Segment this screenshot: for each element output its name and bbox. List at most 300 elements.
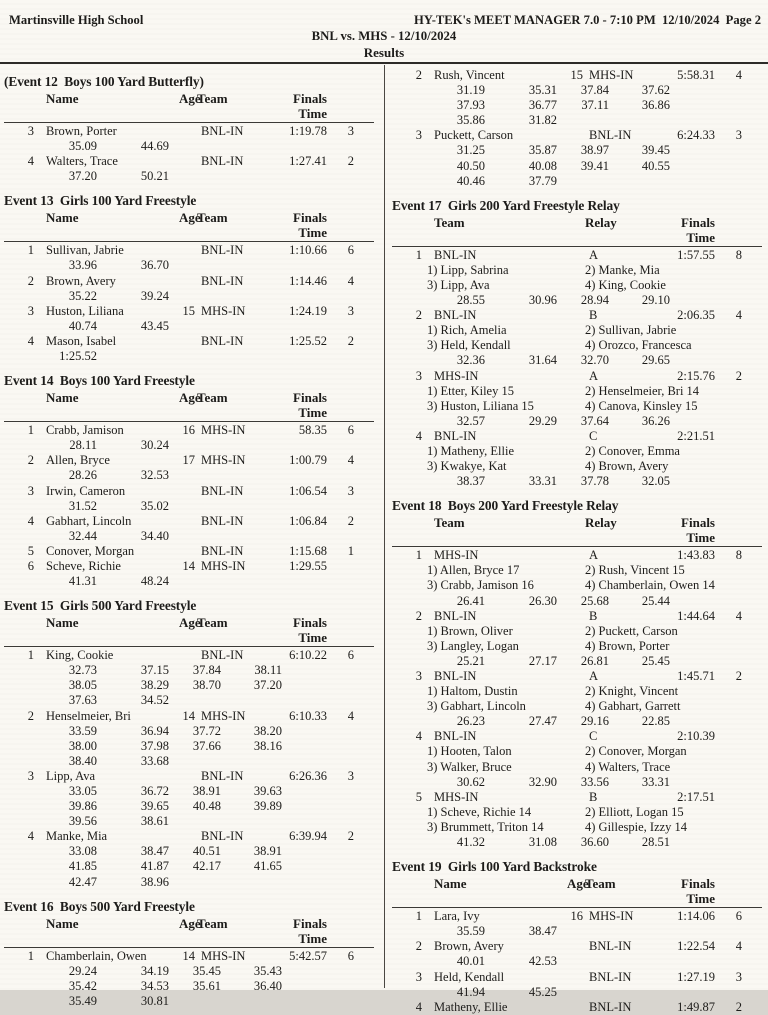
splits-row [4,499,374,514]
split-time: 39.89 [253,799,282,814]
points: 4 [735,939,742,954]
split-time: 39.45 [641,143,670,158]
place: 4 [415,999,422,1014]
split-time: 38.40 [68,753,97,768]
split-time: 36.77 [528,98,557,113]
swimmer-name: King, Cookie [46,648,114,663]
split-time [169,754,221,769]
relay-swimmer: 2) Manke, Mia [585,262,660,277]
finals-time: 1:44.64 [677,608,715,623]
points: 8 [735,247,742,262]
splits-row [4,169,374,184]
header-team: Relay [585,214,617,230]
relay-swimmer: 4) Chamberlain, Owen 14 [585,578,715,593]
split-time [169,169,221,184]
header-team: Team [197,615,228,631]
split-time: 39.56 [68,814,97,829]
split-time: 30.96 [528,293,557,308]
result-row [4,514,374,529]
split-time: 33.05 [68,784,97,798]
team: MHS-IN [201,708,246,723]
header-finals-time: Finals Time [681,876,715,907]
splits-row [392,924,762,939]
split-time: 41.87 [140,859,169,874]
points: 2 [735,669,742,683]
split-time: 38.97 [580,143,609,158]
splits-row [392,293,762,308]
finals-time: 1:45.71 [677,669,715,683]
age [179,154,195,169]
result-row [4,423,374,438]
points: 4 [735,68,742,82]
age: 14 [182,948,195,963]
place: 3 [415,969,422,984]
finals-time: 1:06.84 [289,513,327,528]
finals-time: 1:27.41 [289,154,327,169]
split-time: 41.32 [456,835,485,850]
age [567,609,583,624]
relay-team: BNL-IN [434,669,477,683]
relay-swimmers-row [392,278,762,293]
points: 6 [347,243,354,258]
split-time: 28.94 [580,293,609,308]
age [179,514,195,529]
finals-time: 58.35 [298,423,327,438]
finals-time: 2:21.51 [677,428,715,443]
column-header-row [392,515,762,547]
split-time: 37.79 [528,173,557,188]
swimmer-name: Puckett, Carson [434,128,514,143]
split-time: 37.98 [140,738,169,753]
relay-team: BNL-IN [434,247,477,262]
split-time: 44.69 [140,139,169,154]
relay-swimmer: 1) Matheny, Ellie [427,443,515,458]
place: 3 [415,128,422,143]
splits-row [392,654,762,669]
split-time: 26.30 [528,593,557,608]
split-time: 37.72 [192,723,221,738]
result-row [392,68,762,83]
place: 5 [415,789,422,804]
place: 3 [415,669,422,683]
split-time: 25.44 [641,593,670,608]
result-row [392,939,762,954]
points [715,729,742,744]
swimmer-name: Manke, Mia [46,829,108,844]
split-time: 32.36 [456,353,485,368]
split-time [609,174,670,189]
result-row [392,369,762,384]
header-finals-time: Finals Time [681,515,715,546]
header-team: Team [197,390,228,406]
event-title: Event 13 Girls 100 Yard Freestyle [4,193,197,209]
swimmer-name: Gabhart, Lincoln [46,513,132,528]
points: 4 [347,453,354,468]
points: 3 [347,483,354,498]
result-row [4,769,374,784]
split-time: 38.11 [254,663,282,678]
team: MHS-IN [201,453,246,468]
header-name: Name [434,876,467,892]
relay-swimmers-row [392,578,762,593]
splits-row [4,799,374,814]
relay-team: MHS-IN [434,548,479,563]
relay-letter: A [589,368,599,383]
points [715,790,742,805]
place: 1 [27,648,34,663]
result-row [4,559,374,574]
split-time: 36.86 [641,98,670,113]
team: BNL-IN [201,124,244,138]
split-time: 25.21 [456,653,485,668]
relay-letter: C [589,428,598,443]
relay-swimmers-row [392,699,762,714]
swimmer-name: Crabb, Jamison [46,423,124,438]
split-time: 33.68 [140,753,169,768]
split-time: 39.65 [140,799,169,814]
points: 4 [347,708,354,723]
split-time: 42.47 [68,874,97,889]
result-row [392,729,762,744]
event-section [4,898,374,1009]
split-time: 35.31 [528,83,557,98]
place: 3 [415,368,422,383]
points: 6 [347,648,354,663]
split-time: 50.21 [140,169,169,184]
relay-swimmers-row [392,744,762,759]
result-row [4,544,374,559]
split-time: 40.74 [68,318,97,333]
split-time: 40.01 [456,954,485,969]
points: 4 [347,273,354,288]
relay-swimmer: 2) Rush, Vincent 15 [585,563,685,578]
finals-time: 2:15.76 [677,368,715,383]
points: 3 [347,303,354,318]
splits-row [392,775,762,790]
relay-swimmer: 4) Gillespie, Izzy 14 [585,819,688,834]
relay-swimmers-row [392,563,762,578]
relay-swimmer: 2) Elliott, Logan 15 [585,804,684,819]
split-time [221,875,282,890]
split-time: 35.59 [456,924,485,939]
split-time: 35.61 [192,978,221,993]
school-name: Martinsville High School [9,13,144,27]
place: 4 [415,428,422,443]
split-time: 37.78 [580,474,609,489]
team: BNL-IN [201,829,244,844]
split-time: 33.59 [68,723,97,738]
split-time: 39.24 [140,288,169,303]
event-section [4,597,374,890]
split-time [169,468,221,483]
header-name: Name [46,210,79,226]
relay-swimmer: 4) Gabhart, Garrett [585,699,681,714]
split-time: 38.29 [140,678,169,693]
split-time [557,985,609,1000]
relay-letter: A [589,247,599,262]
splits-row [392,954,762,969]
relay-letter: B [589,308,598,323]
splits-row [4,529,374,544]
split-time: 33.96 [68,258,97,273]
split-time [221,754,282,769]
split-time: 45.25 [528,984,557,999]
swimmer-name: Scheve, Richie [46,558,121,573]
split-time: 32.53 [140,468,169,483]
split-time [221,258,282,273]
result-row [4,154,374,169]
age [179,769,195,784]
relay-swimmer: 4) Brown, Avery [585,459,669,474]
age [567,1000,583,1015]
split-time: 29.65 [641,353,670,368]
split-time: 37.84 [192,663,221,678]
split-time: 40.48 [192,799,221,814]
split-time: 38.91 [253,844,282,859]
place: 4 [27,513,34,528]
relay-swimmer: 1) Etter, Kiley 15 [427,383,514,398]
split-time [169,875,221,890]
split-time: 31.19 [456,83,485,98]
split-time [557,174,609,189]
results-column-left [0,65,384,1008]
splits-row [392,714,762,729]
relay-swimmers-row [392,820,762,835]
split-time: 38.00 [68,738,97,753]
event-title: Event 16 Boys 500 Yard Freestyle [4,898,195,914]
split-time: 28.26 [68,468,97,483]
split-time [169,438,221,453]
splits-row [4,739,374,754]
relay-swimmer: 2) Sullivan, Jabrie [585,323,677,338]
finals-time: 1:19.78 [289,124,327,138]
swimmer-name: Conover, Morgan [46,543,135,558]
split-time: 38.70 [192,678,221,693]
points: 2 [735,999,742,1014]
result-row [4,274,374,289]
split-time: 39.41 [580,158,609,173]
splits-row [392,835,762,850]
relay-swimmer: 4) Brown, Porter [585,638,670,653]
header-team: Team [197,210,228,226]
split-time: 32.70 [580,353,609,368]
place: 3 [27,768,34,783]
relay-swimmer: 3) Gabhart, Lincoln [427,699,526,714]
split-time: 31.52 [68,498,97,513]
split-time: 36.72 [140,784,169,798]
split-time: 38.47 [528,924,557,939]
split-time [221,693,282,708]
age [567,669,583,684]
results-heading: Results [363,45,405,60]
swimmer-name: Rush, Vincent [434,68,505,82]
event-title: Event 17 Girls 200 Yard Freestyle Relay [392,197,620,213]
split-time: 36.26 [641,413,670,428]
split-time: 26.23 [456,714,485,729]
points: 6 [347,423,354,438]
swimmer-name: Matheny, Ellie [434,999,508,1014]
splits-row [4,859,374,874]
relay-swimmer: 3) Crabb, Jamison 16 [427,578,534,593]
relay-swimmers-row [392,338,762,353]
split-time: 26.81 [580,653,609,668]
splits-row [4,784,374,799]
place: 1 [27,243,34,258]
split-time [221,289,282,304]
splits-row [392,474,762,489]
relay-swimmers-row [392,384,762,399]
split-time: 32.44 [68,528,97,543]
header-team: Team [197,915,228,931]
finals-time: 1:24.19 [289,303,327,318]
split-time: 34.53 [140,978,169,993]
column-header-row [4,916,374,948]
split-time: 34.19 [140,963,169,978]
split-time: 37.11 [581,98,609,113]
splits-row [4,663,374,678]
place: 2 [415,68,422,82]
points: 8 [735,548,742,563]
column-header-row [4,210,374,242]
results-column-right [384,65,768,1014]
age [567,128,583,143]
team: BNL-IN [201,768,244,783]
relay-swimmer: 3) Walker, Bruce [427,759,512,774]
points [327,559,354,574]
event-title: Event 19 Girls 100 Yard Backstroke [392,859,597,875]
result-row [392,790,762,805]
result-row [392,548,762,563]
split-time [169,258,221,273]
split-time [221,438,282,453]
swimmer-name: Brown, Porter [46,124,117,138]
relay-swimmer: 3) Lipp, Ava [427,277,490,292]
splits-row [4,289,374,304]
place: 2 [27,273,34,288]
relay-swimmers-row [392,399,762,414]
event-section [4,73,374,184]
team: BNL-IN [201,154,244,169]
relay-swimmer: 3) Held, Kendall [427,338,511,353]
split-time: 31.08 [528,835,557,850]
header-age: Age [179,390,201,406]
swimmer-name: Irwin, Cameron [46,483,126,498]
relay-swimmer: 3) Langley, Logan [427,638,519,653]
age [179,484,195,499]
split-time: 41.94 [456,984,485,999]
split-time: 32.90 [528,774,557,789]
finals-time: 1:29.55 [289,558,327,573]
swimmer-name: Walters, Trace [46,154,118,169]
points: 3 [735,128,742,143]
team: MHS-IN [201,558,246,573]
swimmer-name: Mason, Isabel [46,333,117,348]
place: 2 [415,608,422,623]
split-time: 33.31 [528,474,557,489]
team: BNL-IN [201,273,244,288]
split-time: 35.22 [68,288,97,303]
split-time: 42.17 [192,859,221,874]
split-time: 35.86 [456,113,485,128]
event-section [4,192,374,364]
relay-swimmers-row [392,444,762,459]
split-time [609,985,670,1000]
split-time [609,924,670,939]
age [179,544,195,559]
split-time: 48.24 [140,574,169,589]
event-section [392,497,762,850]
age [179,648,195,663]
header-name: Name [46,390,79,406]
split-time [221,169,282,184]
splits-row [4,979,374,994]
place: 6 [27,558,34,573]
header-age [567,515,583,545]
place: 3 [27,483,34,498]
split-time: 34.52 [140,693,169,708]
place: 2 [27,453,34,468]
relay-swimmer: 1) Haltom, Dustin [427,684,518,699]
relay-letter: C [589,729,598,744]
swimmer-name: Chamberlain, Owen [46,948,147,963]
header-team: Team [585,876,616,892]
finals-time: 1:22.54 [677,939,715,954]
splits-row [4,468,374,483]
split-time [221,499,282,514]
split-time: 35.87 [528,143,557,158]
result-row [4,648,374,663]
split-time: 36.60 [580,835,609,850]
finals-time: 1:00.79 [289,453,327,468]
age [179,829,195,844]
place: 4 [27,829,34,844]
result-row [4,949,374,964]
result-row [4,243,374,258]
finals-time: 1:43.83 [677,548,715,563]
splits-row [392,174,762,189]
header-name: Name [46,615,79,631]
split-time: 41.31 [68,574,97,589]
team: MHS-IN [589,909,634,924]
split-time: 22.85 [641,714,670,729]
relay-swimmer: 1) Hooten, Talon [427,744,512,759]
header-name: Name [46,91,79,106]
split-time: 37.15 [140,663,169,678]
split-time: 29.29 [528,413,557,428]
split-time: 43.45 [140,318,169,333]
split-time: 28.55 [456,293,485,308]
split-time: 27.17 [528,653,557,668]
age [567,369,583,384]
split-time: 31.25 [456,143,485,158]
result-row [392,248,762,263]
split-time: 38.96 [140,874,169,889]
age: 16 [182,423,195,438]
finals-time: 2:10.39 [677,729,715,744]
split-time: 37.64 [580,413,609,428]
split-time: 38.91 [192,784,221,798]
place: 2 [415,308,422,323]
swimmer-name: Sullivan, Jabrie [46,243,124,258]
relay-swimmer: 3) Brummett, Triton 14 [427,819,544,834]
split-time: 33.31 [641,774,670,789]
splits-row [4,258,374,273]
column-header-row [4,91,374,123]
split-time: 37.66 [192,738,221,753]
split-time: 35.02 [140,498,169,513]
place: 1 [415,548,422,563]
age [567,790,583,805]
